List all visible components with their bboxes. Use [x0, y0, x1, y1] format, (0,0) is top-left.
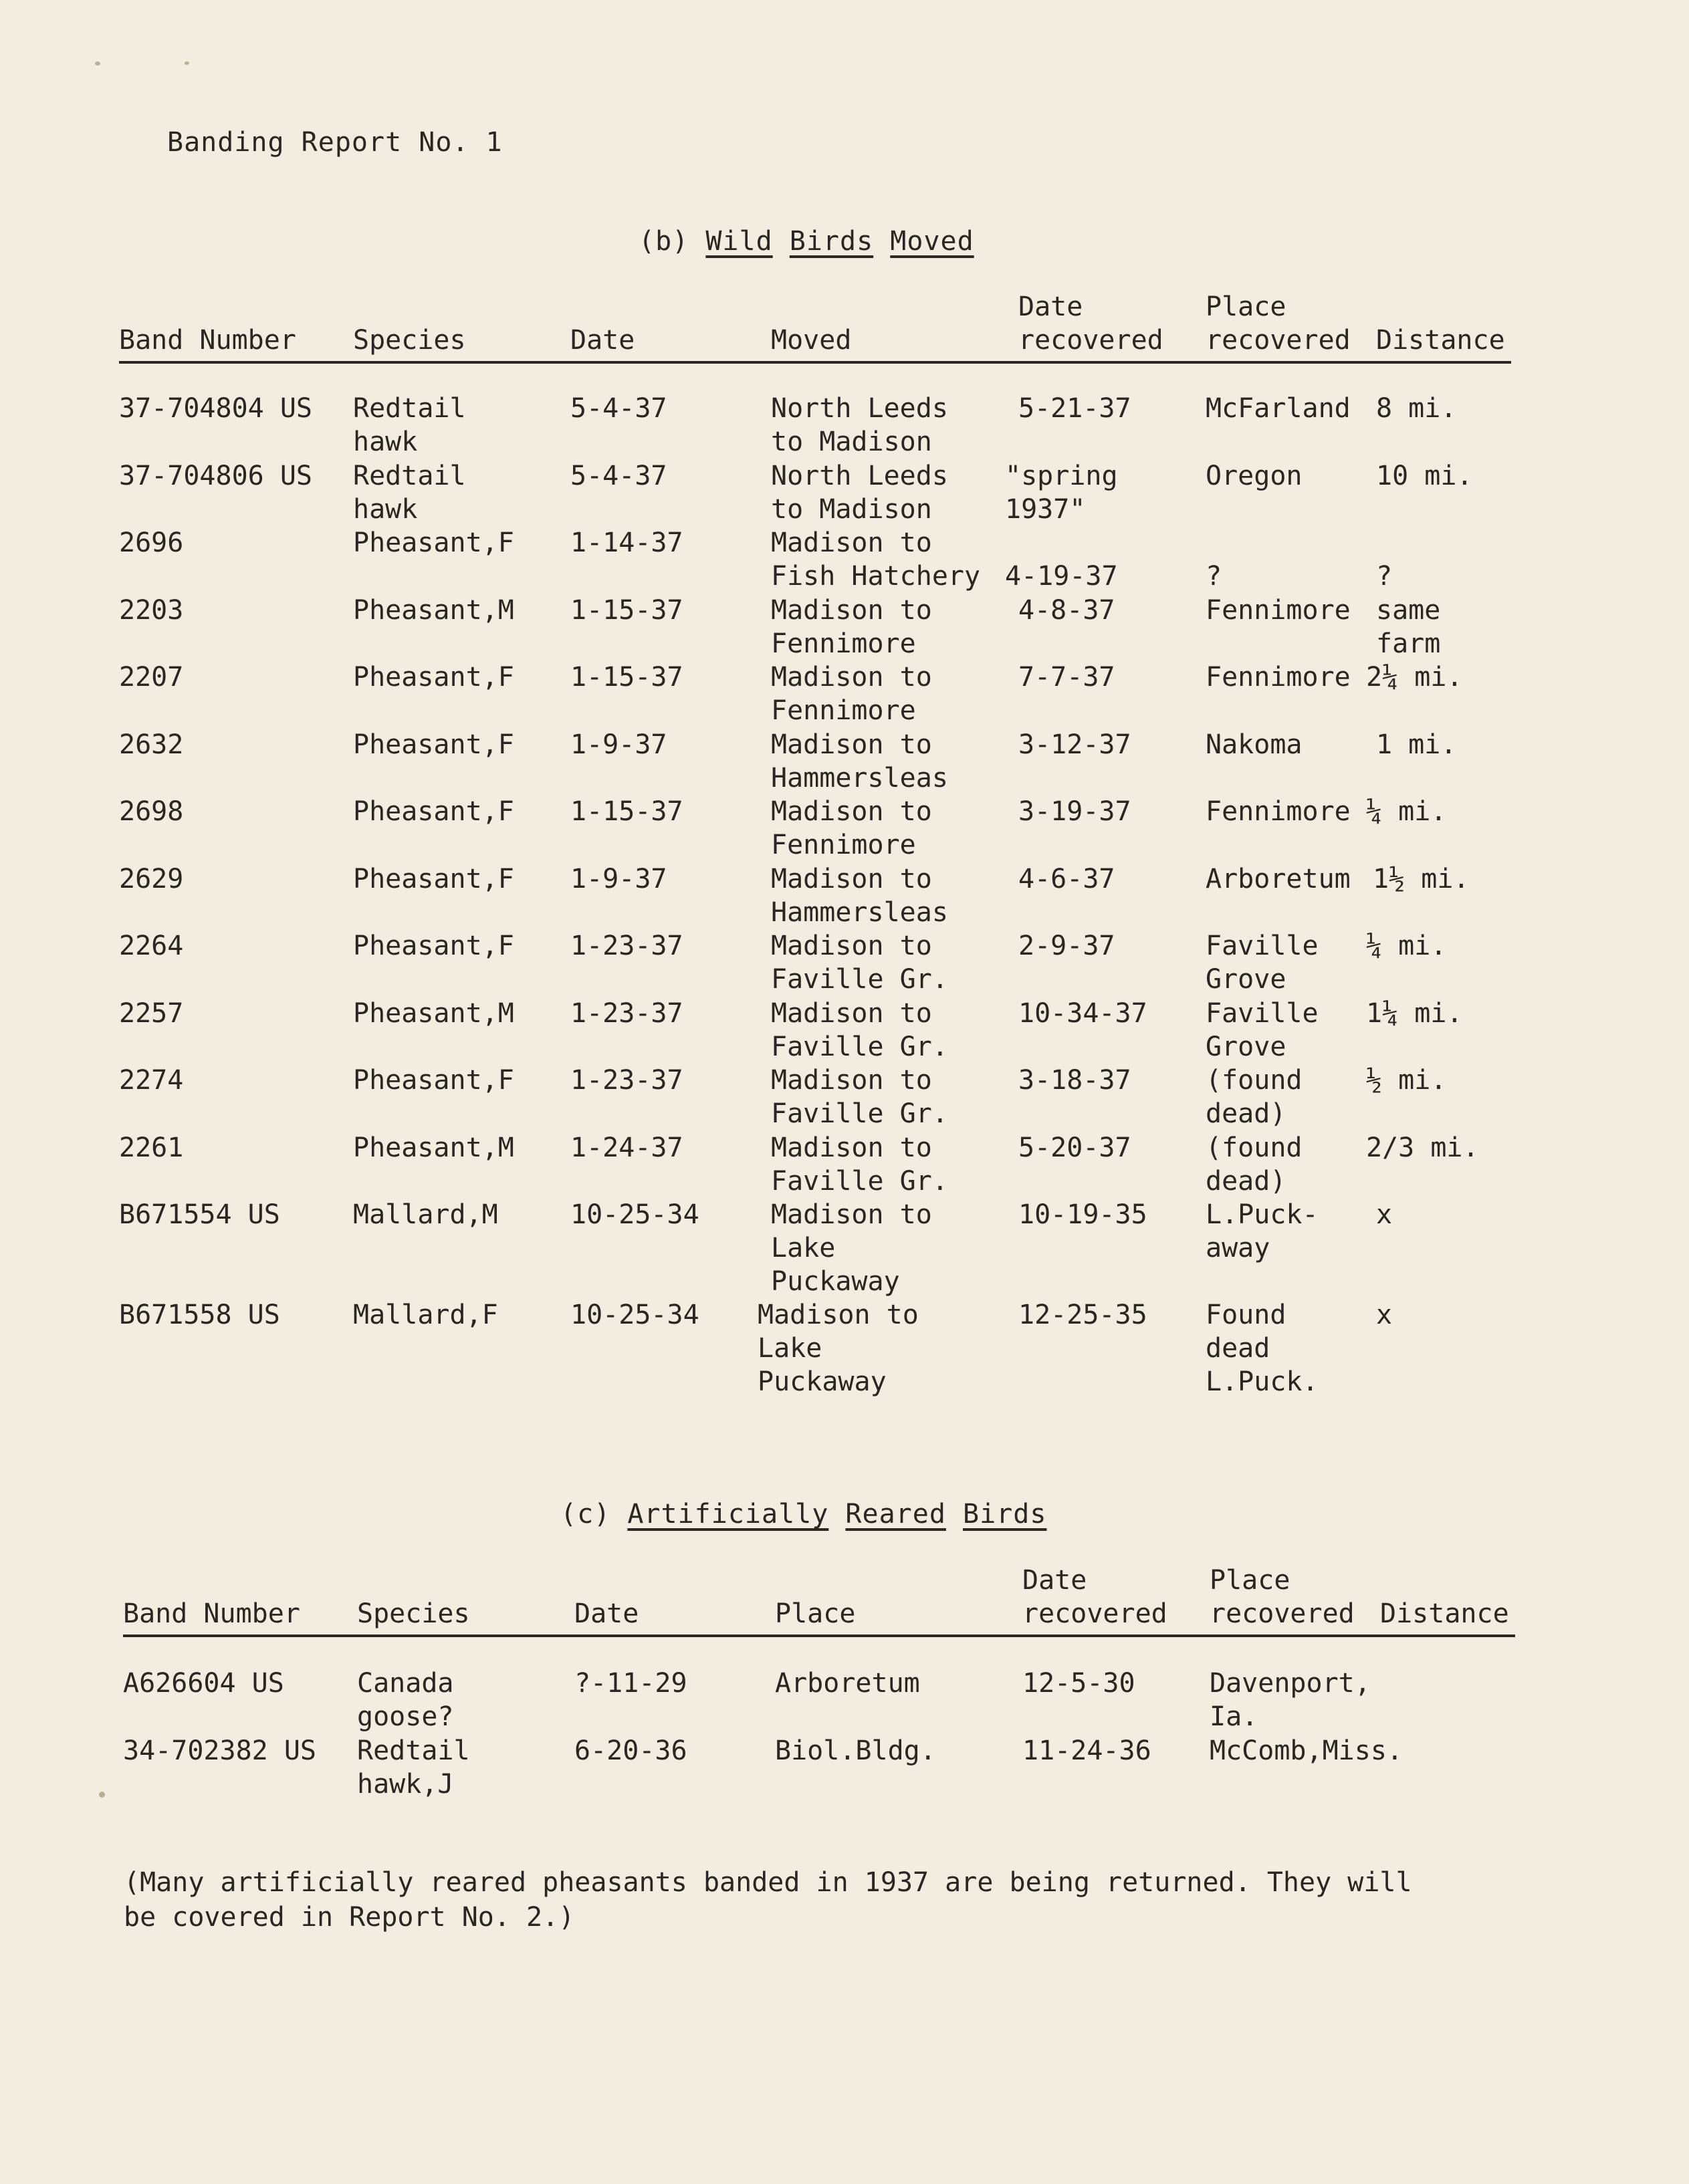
paper-speck [95, 62, 100, 66]
cell-date: 1-15-37 [570, 594, 683, 626]
cell-date-recovered: 4-19-37 [1005, 561, 1118, 592]
cell-date-recovered: 11-24-36 [1022, 1735, 1151, 1766]
cell-place-recovered: ? [1206, 561, 1222, 592]
col-date-recovered: Date recovered [1022, 1565, 1167, 1629]
table-row [119, 1298, 1511, 1399]
cell-date: 6-20-36 [574, 1735, 687, 1766]
table-row [119, 1198, 1511, 1298]
cell-date-recovered: 2-9-37 [1018, 931, 1115, 961]
cell-band-number: 2696 [119, 527, 184, 558]
cell-band-number: A626604 US [123, 1668, 284, 1699]
table-row [119, 728, 1511, 796]
cell-moved: Madison to Fennimore [771, 662, 932, 726]
cell-band-number: B671554 US [119, 1199, 280, 1230]
cell-place: Arboretum [775, 1668, 920, 1699]
reared-birds-table-header [123, 1565, 1515, 1637]
section-b-title [639, 226, 974, 257]
cell-date-recovered: 4-8-37 [1018, 594, 1115, 626]
col-distance: Distance [1380, 1598, 1509, 1629]
section-c-prefix: (c) [560, 1499, 611, 1530]
cell-species: Redtail hawk [353, 460, 466, 525]
cell-band-number: 37-704806 US [119, 460, 312, 491]
col-band-number: Band Number [119, 325, 296, 356]
paper-speck [99, 1792, 105, 1798]
cell-distance: 2/3 mi. [1366, 1132, 1479, 1163]
cell-band-number: 2264 [119, 931, 184, 961]
cell-species: Pheasant,F [353, 796, 514, 827]
cell-moved: Madison to Lake Puckaway [758, 1300, 919, 1397]
cell-species: Pheasant,M [353, 594, 514, 626]
cell-species: Mallard,F [353, 1300, 498, 1330]
cell-place-recovered: Nakoma [1206, 729, 1303, 760]
cell-date-recovered: 12-5-30 [1022, 1668, 1135, 1699]
cell-moved: Madison to Faville Gr. [771, 1065, 948, 1129]
cell-place-recovered: (found dead) [1206, 1132, 1303, 1197]
section-b-title-word: Birds [789, 226, 874, 257]
cell-distance: 2¼ mi. [1366, 662, 1463, 693]
table-row [119, 459, 1511, 527]
report-heading: Banding Report No. 1 [167, 127, 503, 158]
cell-date-recovered: 4-6-37 [1018, 863, 1115, 894]
col-place-recovered: Place recovered [1210, 1565, 1355, 1629]
cell-place-recovered: Fennimore [1206, 594, 1351, 626]
cell-place-recovered: McFarland [1206, 393, 1351, 424]
table-row [119, 862, 1511, 930]
cell-distance: x [1376, 1300, 1393, 1330]
cell-distance: x [1376, 1199, 1393, 1230]
cell-date-recovered: 10-34-37 [1018, 997, 1147, 1029]
cell-date: 1-23-37 [570, 1065, 683, 1096]
cell-date: ?-11-29 [574, 1668, 687, 1699]
col-date: Date [574, 1598, 639, 1629]
wild-birds-table [119, 291, 1511, 1399]
cell-place-recovered: Davenport, Ia. [1210, 1668, 1371, 1732]
col-distance: Distance [1376, 325, 1505, 356]
cell-place-recovered: Oregon [1206, 460, 1303, 491]
cell-distance: ? [1376, 561, 1393, 592]
col-date: Date [570, 325, 635, 356]
cell-date-recovered: "spring 1937" [1005, 460, 1118, 525]
cell-date: 1-14-37 [570, 527, 683, 558]
cell-moved: Madison to Hammersleas [771, 729, 948, 794]
cell-place-recovered: Faville Grove [1206, 931, 1319, 995]
cell-place-recovered: Found dead L.Puck. [1206, 1300, 1319, 1397]
cell-moved: Madison to Fennimore [771, 594, 932, 659]
cell-date: 1-23-37 [570, 997, 683, 1029]
cell-species: Pheasant,F [353, 527, 514, 558]
cell-moved: Madison to Faville Gr. [771, 997, 948, 1062]
section-b-title-word: Moved [890, 226, 974, 257]
cell-date-recovered: 5-21-37 [1018, 393, 1131, 424]
cell-date-recovered: 10-19-35 [1018, 1199, 1147, 1230]
cell-band-number: 2698 [119, 796, 184, 827]
cell-distance: 1 mi. [1376, 729, 1457, 760]
cell-place-recovered: Fennimore [1206, 662, 1351, 693]
cell-date: 1-9-37 [570, 729, 667, 760]
col-species: Species [357, 1598, 470, 1629]
col-species: Species [353, 325, 466, 356]
col-place: Place [775, 1598, 856, 1629]
cell-moved: North Leeds to Madison [771, 393, 948, 457]
cell-band-number: 2207 [119, 662, 184, 693]
cell-band-number: 34-702382 US [123, 1735, 316, 1766]
col-place-recovered: Place recovered [1206, 291, 1351, 356]
cell-date: 1-9-37 [570, 863, 667, 894]
section-c-title-word: Birds [963, 1499, 1047, 1530]
cell-distance: 1¼ mi. [1366, 997, 1463, 1029]
cell-date: 5-4-37 [570, 460, 667, 491]
table-row [119, 1131, 1511, 1199]
cell-species: Redtail hawk [353, 393, 466, 457]
reared-birds-table [123, 1565, 1515, 1801]
cell-moved: Madison to Hammersleas [771, 863, 948, 928]
cell-date-recovered: 12-25-35 [1018, 1300, 1147, 1330]
col-moved: Moved [771, 325, 852, 356]
cell-species: Pheasant,M [353, 997, 514, 1029]
table-row [119, 392, 1511, 459]
section-b-title-word: Wild [705, 226, 773, 257]
section-c-title [560, 1499, 1046, 1530]
cell-place-recovered: Fennimore [1206, 796, 1351, 827]
cell-distance: ¼ mi. [1366, 796, 1447, 827]
cell-species: Pheasant,M [353, 1132, 514, 1163]
cell-distance: ½ mi. [1366, 1065, 1447, 1096]
cell-band-number: 2257 [119, 997, 184, 1029]
cell-distance: ¼ mi. [1366, 931, 1447, 961]
cell-band-number: 37-704804 US [119, 393, 312, 424]
cell-date: 10-25-34 [570, 1199, 699, 1230]
cell-place: Biol.Bldg. [775, 1735, 936, 1766]
section-c-title-word: Reared [845, 1499, 946, 1530]
cell-date-recovered: 3-12-37 [1018, 729, 1131, 760]
cell-species: Pheasant,F [353, 863, 514, 894]
cell-date: 1-15-37 [570, 796, 683, 827]
table-row [119, 929, 1511, 997]
cell-date: 1-23-37 [570, 931, 683, 961]
table-row [123, 1734, 1515, 1802]
cell-moved: Madison to Fish Hatchery [771, 527, 981, 592]
cell-distance: same farm [1376, 594, 1441, 659]
cell-band-number: 2629 [119, 863, 184, 894]
table-row [123, 1667, 1515, 1734]
cell-date: 1-24-37 [570, 1132, 683, 1163]
cell-moved: Madison to Fennimore [771, 796, 932, 860]
cell-distance: 10 mi. [1376, 460, 1473, 491]
table-row [119, 795, 1511, 862]
cell-place-recovered: Faville Grove [1206, 997, 1319, 1062]
table-row [119, 594, 1511, 661]
cell-species: Canada goose? [357, 1668, 454, 1732]
cell-species: Pheasant,F [353, 729, 514, 760]
col-band-number: Band Number [123, 1598, 300, 1629]
cell-place-recovered: (found dead) [1206, 1065, 1303, 1129]
cell-band-number: 2632 [119, 729, 184, 760]
cell-place-recovered: McComb,Miss. [1210, 1735, 1403, 1766]
cell-species: Pheasant,F [353, 1065, 514, 1096]
table-row [119, 526, 1511, 594]
cell-date-recovered: 3-19-37 [1018, 796, 1131, 827]
wild-birds-table-header [119, 291, 1511, 364]
cell-species: Redtail hawk,J [357, 1735, 470, 1800]
cell-species: Pheasant,F [353, 931, 514, 961]
cell-species: Pheasant,F [353, 662, 514, 693]
cell-band-number: B671558 US [119, 1300, 280, 1330]
cell-moved: Madison to Lake Puckaway [771, 1199, 932, 1297]
cell-moved: Madison to Faville Gr. [771, 1132, 948, 1197]
section-c-title-word: Artificially [627, 1499, 829, 1530]
cell-band-number: 2261 [119, 1132, 184, 1163]
cell-band-number: 2274 [119, 1065, 184, 1096]
cell-place-recovered: Arboretum [1206, 863, 1351, 894]
cell-moved: North Leeds to Madison [771, 460, 948, 525]
cell-date: 1-15-37 [570, 662, 683, 693]
cell-date: 5-4-37 [570, 393, 667, 424]
col-date-recovered: Date recovered [1018, 291, 1163, 356]
cell-distance: 8 mi. [1376, 393, 1457, 424]
cell-moved: Madison to Faville Gr. [771, 931, 948, 995]
paper-speck [185, 62, 189, 65]
table-row [119, 997, 1511, 1064]
cell-band-number: 2203 [119, 594, 184, 626]
cell-date-recovered: 5-20-37 [1018, 1132, 1131, 1163]
table-row [119, 1064, 1511, 1131]
section-b-prefix: (b) [639, 226, 689, 257]
footnote: (Many artificially reared pheasants banded in 1937 are being returned. They will be covered in Report No. 2.) [124, 1867, 1412, 1933]
cell-date-recovered: 3-18-37 [1018, 1065, 1131, 1096]
table-row [119, 660, 1511, 728]
cell-date: 10-25-34 [570, 1300, 699, 1330]
cell-species: Mallard,M [353, 1199, 498, 1230]
cell-date-recovered: 7-7-37 [1018, 662, 1115, 693]
cell-distance: 1½ mi. [1373, 863, 1470, 894]
cell-place-recovered: L.Puck- away [1206, 1199, 1319, 1263]
